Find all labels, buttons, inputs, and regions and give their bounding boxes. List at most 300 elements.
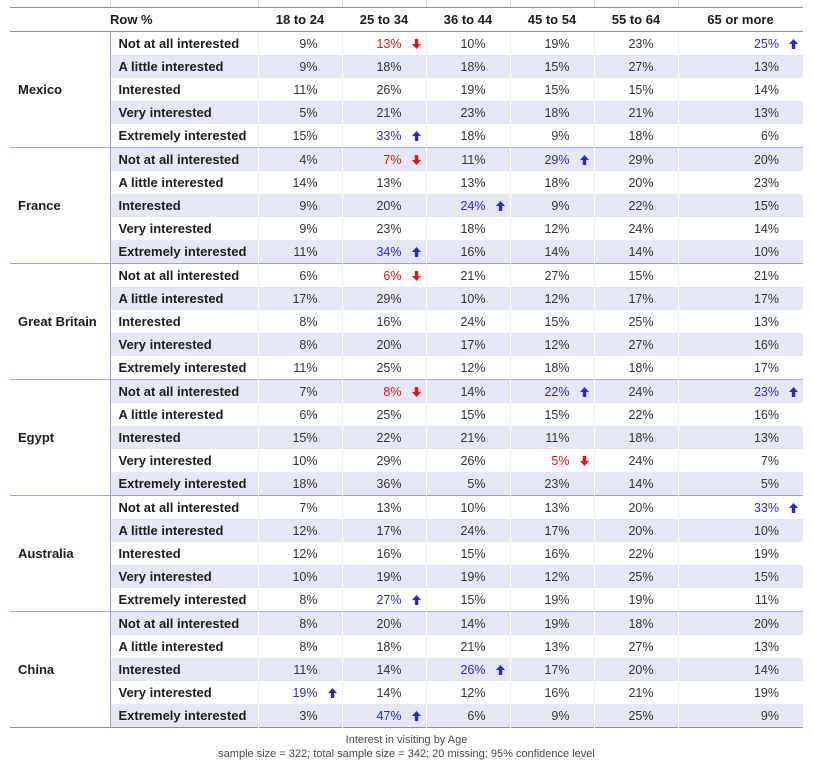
cell-value: 12%: [544, 221, 570, 236]
cell-value: 11%: [293, 244, 318, 259]
row-label: Not at all interested: [110, 612, 258, 636]
table-cell: [678, 681, 803, 704]
cell-value: 13%: [753, 105, 779, 120]
table-cell: [510, 403, 594, 426]
cell-value: 4%: [299, 152, 318, 167]
cell-value: 14%: [460, 384, 486, 399]
table-row: [10, 380, 803, 404]
table-cell: [342, 704, 426, 728]
spacer-cell: [110, 0, 258, 8]
table-row: [10, 681, 803, 704]
table-cell: [510, 612, 594, 636]
table-cell: [594, 148, 678, 172]
spacer-cell: [678, 0, 803, 8]
cell-value: 26%: [460, 662, 486, 677]
cell-value: 17%: [544, 523, 570, 538]
table-cell: [426, 217, 510, 240]
cell-value: 18%: [376, 639, 402, 654]
cell-value: 19%: [544, 616, 570, 631]
row-label: Interested: [110, 426, 258, 449]
cell-value: 19%: [544, 36, 570, 51]
table-caption: [10, 733, 803, 761]
table-row: [10, 426, 803, 449]
cell-value: 21%: [628, 685, 654, 700]
table-cell: [426, 449, 510, 472]
table-cell: [510, 681, 594, 704]
table-row: [10, 101, 803, 124]
table-cell: [594, 496, 678, 520]
cell-value: 23%: [628, 36, 654, 51]
cell-value: 19%: [544, 592, 570, 607]
table-cell: [594, 565, 678, 588]
table-cell: [258, 588, 342, 612]
table-cell: [594, 124, 678, 148]
cell-value: 12%: [292, 546, 318, 561]
cell-value: 33%: [376, 128, 402, 143]
row-label: Interested: [118, 314, 181, 329]
table-cell: [258, 565, 342, 588]
table-cell: [510, 310, 594, 333]
cell-value: 11%: [461, 152, 486, 167]
table-cell: [678, 635, 803, 658]
table-row: [10, 612, 803, 636]
cell-value: 9%: [551, 708, 570, 723]
table-row: [10, 635, 803, 658]
cell-value: 19%: [753, 685, 779, 700]
cell-value: 19%: [292, 685, 318, 700]
cell-value: 16%: [753, 337, 779, 352]
table-row: [10, 704, 803, 728]
cell-value: 16%: [460, 244, 486, 259]
significance-up-icon: [412, 131, 421, 141]
table-cell: [594, 403, 678, 426]
cell-value: 15%: [544, 407, 570, 422]
country-label: Great Britain: [10, 264, 110, 380]
table-cell: [594, 519, 678, 542]
cell-value: 24%: [628, 384, 654, 399]
cell-value: 19%: [376, 569, 402, 584]
table-cell: [594, 449, 678, 472]
cell-value: 22%: [628, 198, 654, 213]
row-label: Extremely interested: [118, 360, 247, 375]
table-cell: [678, 78, 803, 101]
cell-value: 25%: [753, 36, 779, 51]
table-cell: [510, 101, 594, 124]
table-cell: [258, 472, 342, 496]
table-cell: [426, 426, 510, 449]
cell-value: 7%: [760, 453, 779, 468]
cell-value: 15%: [460, 546, 486, 561]
table-cell: [258, 287, 342, 310]
table-cell: [258, 264, 342, 288]
cell-value: 16%: [544, 546, 570, 561]
table-cell: [594, 426, 678, 449]
cell-value: 16%: [544, 685, 570, 700]
cell-value: 17%: [544, 662, 570, 677]
table-cell: [510, 287, 594, 310]
table-cell: [342, 449, 426, 472]
table-cell: [510, 124, 594, 148]
table-cell: [510, 240, 594, 264]
cell-value: 15%: [292, 128, 318, 143]
table-cell: [426, 124, 510, 148]
spacer-cell: [342, 0, 426, 8]
table-cell: [426, 264, 510, 288]
table-cell: [258, 519, 342, 542]
cell-value: 7%: [383, 152, 402, 167]
cell-value: 17%: [753, 360, 779, 375]
table-cell: [594, 101, 678, 124]
table-cell: [678, 612, 803, 636]
table-cell: [342, 635, 426, 658]
table-cell: [426, 496, 510, 520]
table-cell: [342, 588, 426, 612]
row-label: Extremely interested: [118, 128, 247, 143]
table-cell: [258, 32, 342, 56]
cell-value: 6%: [467, 708, 486, 723]
table-cell: [258, 240, 342, 264]
cell-value: 13%: [753, 639, 779, 654]
significance-down-icon: [412, 387, 421, 397]
column-header-55-64: 55 to 64: [594, 8, 678, 32]
table-cell: [594, 635, 678, 658]
cell-value: 15%: [753, 569, 779, 584]
crosstab-table: [10, 0, 803, 728]
table-cell: [258, 124, 342, 148]
cell-value: 15%: [753, 198, 779, 213]
table-cell: [342, 658, 426, 681]
spacer-cell: [426, 0, 510, 8]
table-cell: [342, 55, 426, 78]
table-cell: [342, 403, 426, 426]
caption-title: Interest in visiting by Age: [345, 734, 468, 746]
table-cell: [258, 496, 342, 520]
table-cell: [258, 194, 342, 217]
table-cell: [258, 101, 342, 124]
table-cell: [510, 519, 594, 542]
cell-value: 13%: [376, 36, 402, 51]
significance-up-icon: [496, 665, 505, 675]
row-label: Very interested: [110, 333, 258, 356]
cell-value: 23%: [753, 175, 779, 190]
table-cell: [510, 356, 594, 380]
cell-value: 14%: [460, 616, 486, 631]
cell-value: 12%: [460, 360, 486, 375]
table-cell: [510, 658, 594, 681]
table-cell: [678, 426, 803, 449]
table-row: [10, 588, 803, 612]
table-cell: [258, 380, 342, 404]
table-cell: [258, 333, 342, 356]
cell-value: 9%: [299, 221, 318, 236]
cell-value: 22%: [376, 430, 402, 445]
table-cell: [678, 333, 803, 356]
table-cell: [510, 426, 594, 449]
table-row: [10, 264, 803, 288]
row-label: Very interested: [118, 221, 212, 236]
cell-value: 8%: [299, 639, 318, 654]
table-cell: [594, 380, 678, 404]
cell-value: 29%: [628, 152, 654, 167]
cell-value: 29%: [376, 291, 402, 306]
table-cell: [426, 194, 510, 217]
table-row: [10, 194, 803, 217]
cell-value: 14%: [753, 82, 779, 97]
cell-value: 15%: [460, 407, 486, 422]
table-cell: [426, 32, 510, 56]
table-cell: [510, 55, 594, 78]
table-cell: [510, 588, 594, 612]
table-cell: [342, 78, 426, 101]
table-row: [10, 658, 803, 681]
table-cell: [594, 612, 678, 636]
table-cell: [426, 55, 510, 78]
row-label: Not at all interested: [110, 148, 258, 172]
cell-value: 8%: [299, 592, 318, 607]
table-row: [10, 124, 803, 148]
cell-value: 10%: [292, 453, 318, 468]
cell-value: 18%: [628, 430, 654, 445]
cell-value: 23%: [753, 384, 779, 399]
cell-value: 27%: [376, 592, 402, 607]
table-cell: [426, 519, 510, 542]
table-cell: [258, 449, 342, 472]
row-label: Not at all interested: [110, 264, 258, 288]
cell-value: 14%: [376, 685, 402, 700]
row-label: Very interested: [118, 453, 212, 468]
table-cell: [594, 704, 678, 728]
spacer-cell: [258, 0, 342, 8]
table-row: [10, 519, 803, 542]
cell-value: 25%: [628, 708, 654, 723]
row-label: Extremely interested: [118, 592, 247, 607]
cell-value: 20%: [376, 616, 402, 631]
significance-down-icon: [580, 456, 589, 466]
cell-value: 16%: [376, 314, 402, 329]
cell-value: 12%: [544, 337, 570, 352]
cell-value: 21%: [460, 268, 486, 283]
row-label: Interested: [118, 82, 181, 97]
cell-value: 18%: [544, 175, 570, 190]
significance-up-icon: [789, 503, 798, 513]
cell-value: 10%: [753, 523, 779, 538]
table-cell: [510, 704, 594, 728]
row-label: A little interested: [118, 175, 224, 190]
table-cell: [678, 217, 803, 240]
cell-value: 20%: [628, 662, 654, 677]
cell-value: 21%: [460, 639, 486, 654]
cell-value: 12%: [460, 685, 486, 700]
row-label: A little interested: [110, 519, 258, 542]
cell-value: 11%: [754, 592, 779, 607]
table-cell: [342, 32, 426, 56]
table-cell: [678, 101, 803, 124]
table-cell: [510, 496, 594, 520]
cell-value: 7%: [299, 500, 318, 515]
table-cell: [258, 612, 342, 636]
table-cell: [510, 217, 594, 240]
cell-value: 13%: [376, 175, 402, 190]
cell-value: 10%: [753, 244, 779, 259]
cell-value: 6%: [299, 407, 318, 422]
row-label: Very interested: [110, 101, 258, 124]
table-cell: [678, 240, 803, 264]
table-cell: [258, 217, 342, 240]
table-cell: [510, 148, 594, 172]
caption-sample-note: sample size = 322; total sample size = 342; 20 missing; 95% confidence level: [218, 748, 595, 760]
table-cell: [678, 588, 803, 612]
cell-value: 5%: [551, 453, 570, 468]
table-cell: [594, 32, 678, 56]
cell-value: 25%: [376, 407, 402, 422]
table-cell: [258, 704, 342, 728]
cell-value: 27%: [628, 639, 654, 654]
cell-value: 5%: [760, 476, 779, 491]
row-label: Not at all interested: [110, 496, 258, 520]
table-cell: [426, 658, 510, 681]
cell-value: 33%: [753, 500, 779, 515]
table-cell: [258, 148, 342, 172]
table-cell: [426, 542, 510, 565]
significance-up-icon: [580, 387, 589, 397]
cell-value: 19%: [460, 569, 486, 584]
table-cell: [678, 449, 803, 472]
table-cell: [258, 403, 342, 426]
row-label: A little interested: [110, 55, 258, 78]
cell-value: 8%: [383, 384, 402, 399]
cell-value: 15%: [628, 82, 654, 97]
significance-up-icon: [412, 247, 421, 257]
table-cell: [258, 426, 342, 449]
country-label: France: [10, 148, 110, 264]
table-row: [10, 496, 803, 520]
country-label: Egypt: [10, 380, 110, 496]
table-cell: [594, 588, 678, 612]
cell-value: 12%: [544, 569, 570, 584]
table-cell: [678, 403, 803, 426]
table-cell: [510, 449, 594, 472]
significance-down-icon: [412, 155, 421, 165]
table-row: [10, 565, 803, 588]
column-header-45-54: 45 to 54: [510, 8, 594, 32]
cell-value: 20%: [628, 523, 654, 538]
cell-value: 14%: [628, 476, 654, 491]
cell-value: 18%: [628, 360, 654, 375]
table-cell: [594, 240, 678, 264]
cell-value: 10%: [460, 500, 486, 515]
cell-value: 36%: [376, 476, 402, 491]
table-cell: [426, 171, 510, 194]
table-cell: [426, 310, 510, 333]
table-row: [10, 171, 803, 194]
table-row: [10, 472, 803, 496]
table-row: [10, 32, 803, 56]
table-cell: [594, 658, 678, 681]
cell-value: 13%: [753, 430, 779, 445]
table-cell: [426, 472, 510, 496]
row-label: Extremely interested: [110, 472, 258, 496]
table-row: [10, 217, 803, 240]
table-cell: [342, 310, 426, 333]
cell-value: 13%: [753, 314, 779, 329]
table-cell: [510, 542, 594, 565]
table-cell: [426, 356, 510, 380]
significance-up-icon: [412, 711, 421, 721]
table-cell: [678, 171, 803, 194]
cell-value: 15%: [460, 592, 486, 607]
row-label: Interested: [110, 194, 258, 217]
significance-down-icon: [412, 271, 421, 281]
cell-value: 27%: [544, 268, 570, 283]
significance-up-icon: [789, 387, 798, 397]
table-cell: [678, 658, 803, 681]
table-cell: [594, 194, 678, 217]
table-row: [10, 333, 803, 356]
cell-value: 18%: [544, 105, 570, 120]
table-cell: [594, 55, 678, 78]
table-cell: [426, 635, 510, 658]
cell-value: 26%: [460, 453, 486, 468]
cell-value: 15%: [544, 314, 570, 329]
country-label: Mexico: [10, 32, 110, 148]
table-cell: [258, 171, 342, 194]
table-cell: [426, 148, 510, 172]
cell-value: 25%: [628, 314, 654, 329]
row-label: Extremely interested: [110, 240, 258, 264]
row-label: A little interested: [118, 407, 224, 422]
cell-value: 11%: [293, 82, 318, 97]
significance-up-icon: [496, 201, 505, 211]
cell-value: 24%: [460, 314, 486, 329]
cell-value: 9%: [760, 708, 779, 723]
table-cell: [678, 264, 803, 288]
table-cell: [426, 681, 510, 704]
column-header-row: [10, 8, 803, 32]
table-cell: [426, 287, 510, 310]
table-cell: [342, 217, 426, 240]
table-cell: [342, 240, 426, 264]
table-cell: [678, 380, 803, 404]
row-label: Very interested: [118, 685, 212, 700]
cell-value: 15%: [544, 59, 570, 74]
cell-value: 9%: [299, 198, 318, 213]
table-row: [10, 78, 803, 101]
table-row: [10, 449, 803, 472]
cell-value: 9%: [299, 36, 318, 51]
table-cell: [678, 124, 803, 148]
table-cell: [342, 542, 426, 565]
table-cell: [678, 472, 803, 496]
cell-value: 21%: [753, 268, 779, 283]
cell-value: 8%: [299, 616, 318, 631]
table-row: [10, 148, 803, 172]
spacer-cell: [510, 0, 594, 8]
cell-value: 34%: [376, 244, 402, 259]
table-cell: [510, 565, 594, 588]
cell-value: 7%: [299, 384, 318, 399]
cell-value: 23%: [460, 105, 486, 120]
cell-value: 10%: [292, 569, 318, 584]
cell-value: 19%: [460, 82, 486, 97]
table-cell: [342, 426, 426, 449]
cell-value: 8%: [299, 314, 318, 329]
cell-value: 18%: [628, 128, 654, 143]
cell-value: 8%: [299, 337, 318, 352]
table-cell: [510, 78, 594, 101]
corner-cell: [10, 8, 110, 32]
cell-value: 14%: [292, 175, 318, 190]
table-cell: [342, 519, 426, 542]
